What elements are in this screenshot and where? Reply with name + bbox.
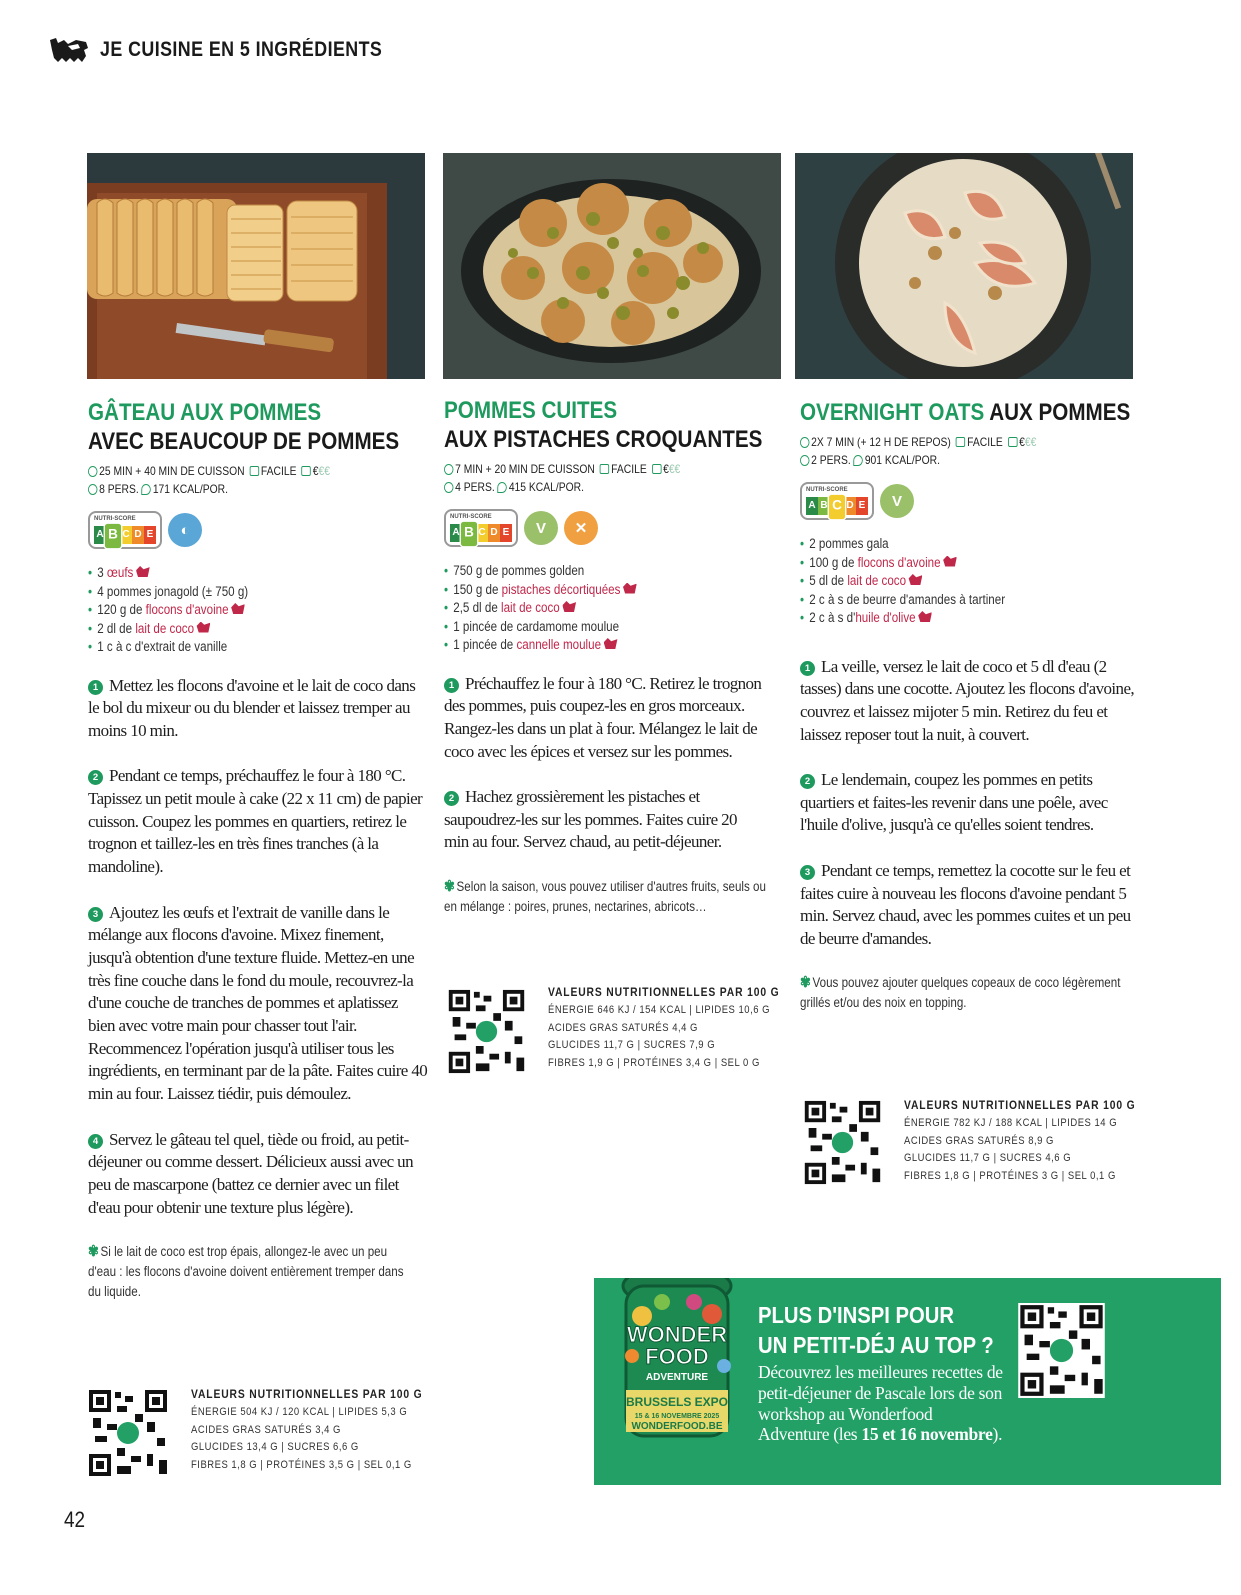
recipe-meta-line2: 2 PERS. 901 KCAL/POR. — [800, 451, 1092, 469]
ingredient-item: • 120 g de flocons d'avoine — [88, 601, 380, 620]
ingredient-item: • 2 c à s de beurre d'amandes à tartiner — [800, 591, 1092, 610]
belgian-product-icon — [943, 556, 957, 567]
flame-icon — [142, 484, 151, 495]
nutri-score-badge: NUTRI-SCORE A B C D E — [800, 482, 874, 520]
qr-code-icon[interactable] — [443, 988, 530, 1075]
promo-text: Découvrez les meilleures recettes de petit-déjeuner de Pascale lors de son workshop au Wonderfood Adventure (les 15 et 16 novembre). — [758, 1362, 1003, 1445]
nutrition-title: VALEURS NUTRITIONNELLES PAR 100 G — [904, 1098, 1136, 1112]
person-icon — [800, 455, 809, 466]
belgian-product-icon — [918, 611, 932, 622]
recipe-meta-line1: 25 MIN + 40 MIN DE CUISSON FACILE €€€ — [88, 462, 380, 480]
flame-icon — [854, 455, 863, 466]
nutrition-line: ÉNERGIE 646 KJ / 154 KCAL | LIPIDES 10,6 G — [548, 1004, 771, 1016]
nutrition-line: ACIDES GRAS SATURÉS 8,9 G — [904, 1134, 1054, 1147]
recipe-column-1 — [88, 398, 428, 1302]
ingredient-list — [800, 535, 1140, 628]
ingredient-item: • 2 dl de lait de coco — [88, 620, 380, 639]
ingredient-item: • 3 œufs — [88, 564, 380, 583]
recipe-meta-line1: 7 MIN + 20 MIN DE CUISSON FACILE €€€ — [444, 460, 736, 478]
gluten-free-icon: ✕ — [564, 511, 598, 545]
nutrition-line: ACIDES GRAS SATURÉS 4,4 G — [548, 1021, 698, 1034]
logo-text-line: ADVENTURE — [645, 1372, 709, 1383]
basket-icon — [1008, 437, 1017, 447]
photo-overnight-oats — [795, 153, 1133, 379]
chef-hat-icon — [250, 466, 259, 476]
recipe-meta-line2: 8 PERS. 171 KCAL/POR. — [88, 480, 380, 498]
page-header — [48, 34, 432, 66]
nutrition-line: GLUCIDES 11,7 G | SUCRES 7,9 G — [548, 1039, 716, 1052]
nutrition-block-2 — [443, 985, 783, 1078]
chef-hat-icon — [600, 464, 609, 474]
nutrition-block-1 — [87, 1388, 427, 1478]
badges-row — [800, 479, 1140, 523]
logo-text-line: BRUSSELS EXPO — [625, 1395, 729, 1409]
nutrition-line: ÉNERGIE 504 KJ / 120 KCAL | LIPIDES 5,3 G — [191, 1406, 408, 1418]
ingredient-item: • 2 pommes gala — [800, 535, 1092, 554]
belgian-product-icon — [197, 622, 211, 633]
person-icon — [444, 482, 453, 493]
step-1: 1 Mettez les flocons d'avoine et le lait de coco dans le bol du mixeur ou du blender et laissez tremper au moins 10 min. — [88, 675, 416, 740]
belgian-product-icon — [136, 566, 150, 577]
basket-icon — [652, 464, 661, 474]
recipe-title: OVERNIGHT OATS AUX POMMES — [800, 399, 1131, 426]
page-number: 42 — [64, 1507, 86, 1532]
section-title: JE CUISINE EN 5 INGRÉDIENTS — [100, 38, 383, 61]
belgian-product-icon — [604, 638, 618, 649]
flame-icon — [498, 482, 507, 493]
basket-icon — [302, 466, 311, 476]
nutrition-line: ACIDES GRAS SATURÉS 3,4 G — [191, 1423, 341, 1436]
nutrition-line: FIBRES 1,8 G | PROTÉINES 3,5 G | SEL 0,1 G — [191, 1459, 412, 1472]
nutrition-line: FIBRES 1,9 G | PROTÉINES 3,4 G | SEL 0 G — [548, 1057, 760, 1070]
tip-flower-icon: ✾ — [800, 974, 811, 992]
ingredient-item: • 1 pincée de cannelle moulue — [444, 636, 736, 655]
photo-baked-apples — [443, 153, 781, 379]
recipe-title-black: AUX PISTACHES CROQUANTES — [444, 426, 763, 453]
step-2: 2 Pendant ce temps, préchauffez le four à 180 °C. Tapissez un petit moule à cake (22 x 11 cm) de papier cuisson. Coupez les pommes en quartiers, retirez le trognon et taillez-les en très fines tranches (à la mandoline). — [88, 766, 423, 877]
step-2: 2 Le lendemain, coupez les pommes en petits quartiers et faites-les revenir dans une poêle, avec l'huile d'olive, jusqu'à ce qu'elles soient tendres. — [800, 770, 1108, 835]
ingredient-item: • 2 c à s d'huile d'olive — [800, 609, 1092, 628]
nutrition-block-3 — [799, 1099, 1139, 1189]
tip-flower-icon: ✾ — [444, 877, 455, 895]
tip: ✾ Si le lait de coco est trop épais, allongez-le avec un peu d'eau : les flocons d'avoine doivent entièrement tremper dans du liquide. — [88, 1243, 404, 1300]
logo-text-line: WONDER — [626, 1322, 728, 1347]
step-3: 3 Pendant ce temps, remettez la cocotte sur le feu et faites cuire à nouveau les flocons d'avoine pendant 5 min. Servez chaud, avec les pommes cuites et un peu de beurre d'amandes. — [800, 860, 1131, 948]
recipe-title-black: AVEC BEAUCOUP DE POMMES — [88, 428, 400, 455]
nutri-score-badge: NUTRI-SCORE A B C D E — [88, 511, 162, 549]
ingredient-item: • 750 g de pommes golden — [444, 562, 736, 581]
badges-row — [88, 508, 428, 552]
qr-code-icon[interactable] — [87, 1388, 169, 1478]
ingredient-item: • 150 g de pistaches décortiquées — [444, 581, 736, 600]
badges-row — [444, 506, 784, 550]
logo-text-line: 15 & 16 NOVEMBRE 2025 — [634, 1413, 720, 1420]
promo-title: PLUS D'INSPI POUR UN PETIT-DÉJ AU TOP ? — [758, 1302, 994, 1358]
recipe-meta-line1: 2X 7 MIN (+ 12 H DE REPOS) FACILE €€€ — [800, 433, 1092, 451]
chef-hat-icon — [956, 437, 965, 447]
recipe-title-green: POMMES CUITES — [444, 397, 618, 424]
step-2: 2 Hachez grossièrement les pistaches et saupoudrez-les sur les pommes. Faites cuire 20 min au four. Servez chaud, au petit-déjeuner. — [444, 787, 737, 852]
ingredient-item: • 2,5 dl de lait de coco — [444, 599, 736, 618]
ingredient-item: • 1 c à c d'extrait de vanille — [88, 638, 380, 657]
vegan-icon: V — [880, 484, 914, 518]
nutrition-line: FIBRES 1,8 G | PROTÉINES 3 G | SEL 0,1 G — [904, 1170, 1116, 1183]
clock-icon — [444, 464, 453, 475]
belgian-product-icon — [231, 603, 245, 614]
logo-text-line: FOOD — [645, 1344, 709, 1369]
ingredient-item: • 1 pincée de cardamome moulue — [444, 618, 736, 637]
promo-banner — [594, 1278, 1221, 1485]
logo-text-line: WONDERFOOD.BE — [631, 1421, 723, 1432]
vegan-icon: V — [524, 511, 558, 545]
qr-code-icon[interactable] — [799, 1099, 886, 1186]
belgian-product-icon — [562, 601, 576, 612]
ingredient-item: • 5 dl de lait de coco — [800, 572, 1092, 591]
wonderfood-adventure-logo — [612, 1278, 742, 1476]
step-4: 4 Servez le gâteau tel quel, tiède ou froid, au petit-déjeuner ou comme dessert. Délicieux aussi avec un peu de mascarpone (battez ce dernier avec un filet d'eau pour obtenir une texture plus légère). — [88, 1129, 413, 1217]
promo-qr-code-icon[interactable] — [1014, 1303, 1109, 1398]
ingredient-list — [88, 564, 428, 657]
tip: ✾ Selon la saison, vous pouvez utiliser d'autres fruits, seuls ou en mélange : poires, prunes, nectarines, abricots… — [444, 877, 766, 914]
photo-apple-cake — [87, 153, 425, 379]
person-icon — [88, 484, 97, 495]
nutrition-line: ÉNERGIE 782 KJ / 188 KCAL | LIPIDES 14 G — [904, 1117, 1118, 1129]
tip: ✾ Vous pouvez ajouter quelques copeaux de coco légèrement grillés et/ou des noix en topping. — [800, 974, 1121, 1011]
ingredient-item: • 4 pommes jonagold (± 750 g) — [88, 583, 380, 602]
nutri-score-badge: NUTRI-SCORE A B C D E — [444, 509, 518, 547]
step-3: 3 Ajoutez les œufs et l'extrait de vanille dans le mélange aux flocons d'avoine. Mixez finement, jusqu'à obtention d'une texture fluide. Mettez-en une très fine couche dans le fond du moule, recouvrez-la d'une couche de tranches de pommes et aplatissez bien avec votre main pour chasser tout l'air. Recommencez l'opération jusqu'à utiliser tous les ingrédients, en terminant par de la pâte. Faites cuire 40 min au four. Laissez tiédir, puis démoulez. — [88, 902, 428, 1104]
step-1: 1 Préchauffez le four à 180 °C. Retirez le trognon des pommes, puis coupez-les en gros morceaux. Rangez-les dans un plat à four. Mélangez le lait de coco avec les épices et versez sur les pommes. — [444, 673, 762, 761]
ingredient-item: • 100 g de flocons d'avoine — [800, 554, 1092, 573]
nutrition-line: GLUCIDES 13,4 G | SUCRES 6,6 G — [191, 1441, 359, 1454]
belgian-product-icon — [623, 583, 637, 594]
lactose-free-icon: ◐ — [168, 513, 202, 547]
delhaize-lion-logo — [48, 34, 90, 66]
nutrition-line: GLUCIDES 11,7 G | SUCRES 4,6 G — [904, 1152, 1072, 1165]
ingredient-list — [444, 562, 784, 655]
clock-icon — [88, 466, 97, 477]
belgian-product-icon — [909, 574, 923, 585]
tip-flower-icon: ✾ — [88, 1243, 99, 1261]
recipe-column-2 — [444, 396, 784, 917]
clock-icon — [800, 437, 809, 448]
nutrition-title: VALEURS NUTRITIONNELLES PAR 100 G — [548, 985, 780, 999]
recipe-title-green: GÂTEAU AUX POMMES — [88, 399, 322, 426]
nutrition-title: VALEURS NUTRITIONNELLES PAR 100 G — [191, 1387, 423, 1401]
step-1: 1 La veille, versez le lait de coco et 5 dl d'eau (2 tasses) dans une cocotte. Ajoutez les flocons d'avoine, couvrez et laissez mijoter 5 min. Retirez du feu et laissez reposer tout la nuit, à couvert. — [800, 656, 1135, 744]
recipe-column-3 — [800, 398, 1140, 1013]
recipe-meta-line2: 4 PERS. 415 KCAL/POR. — [444, 478, 736, 496]
